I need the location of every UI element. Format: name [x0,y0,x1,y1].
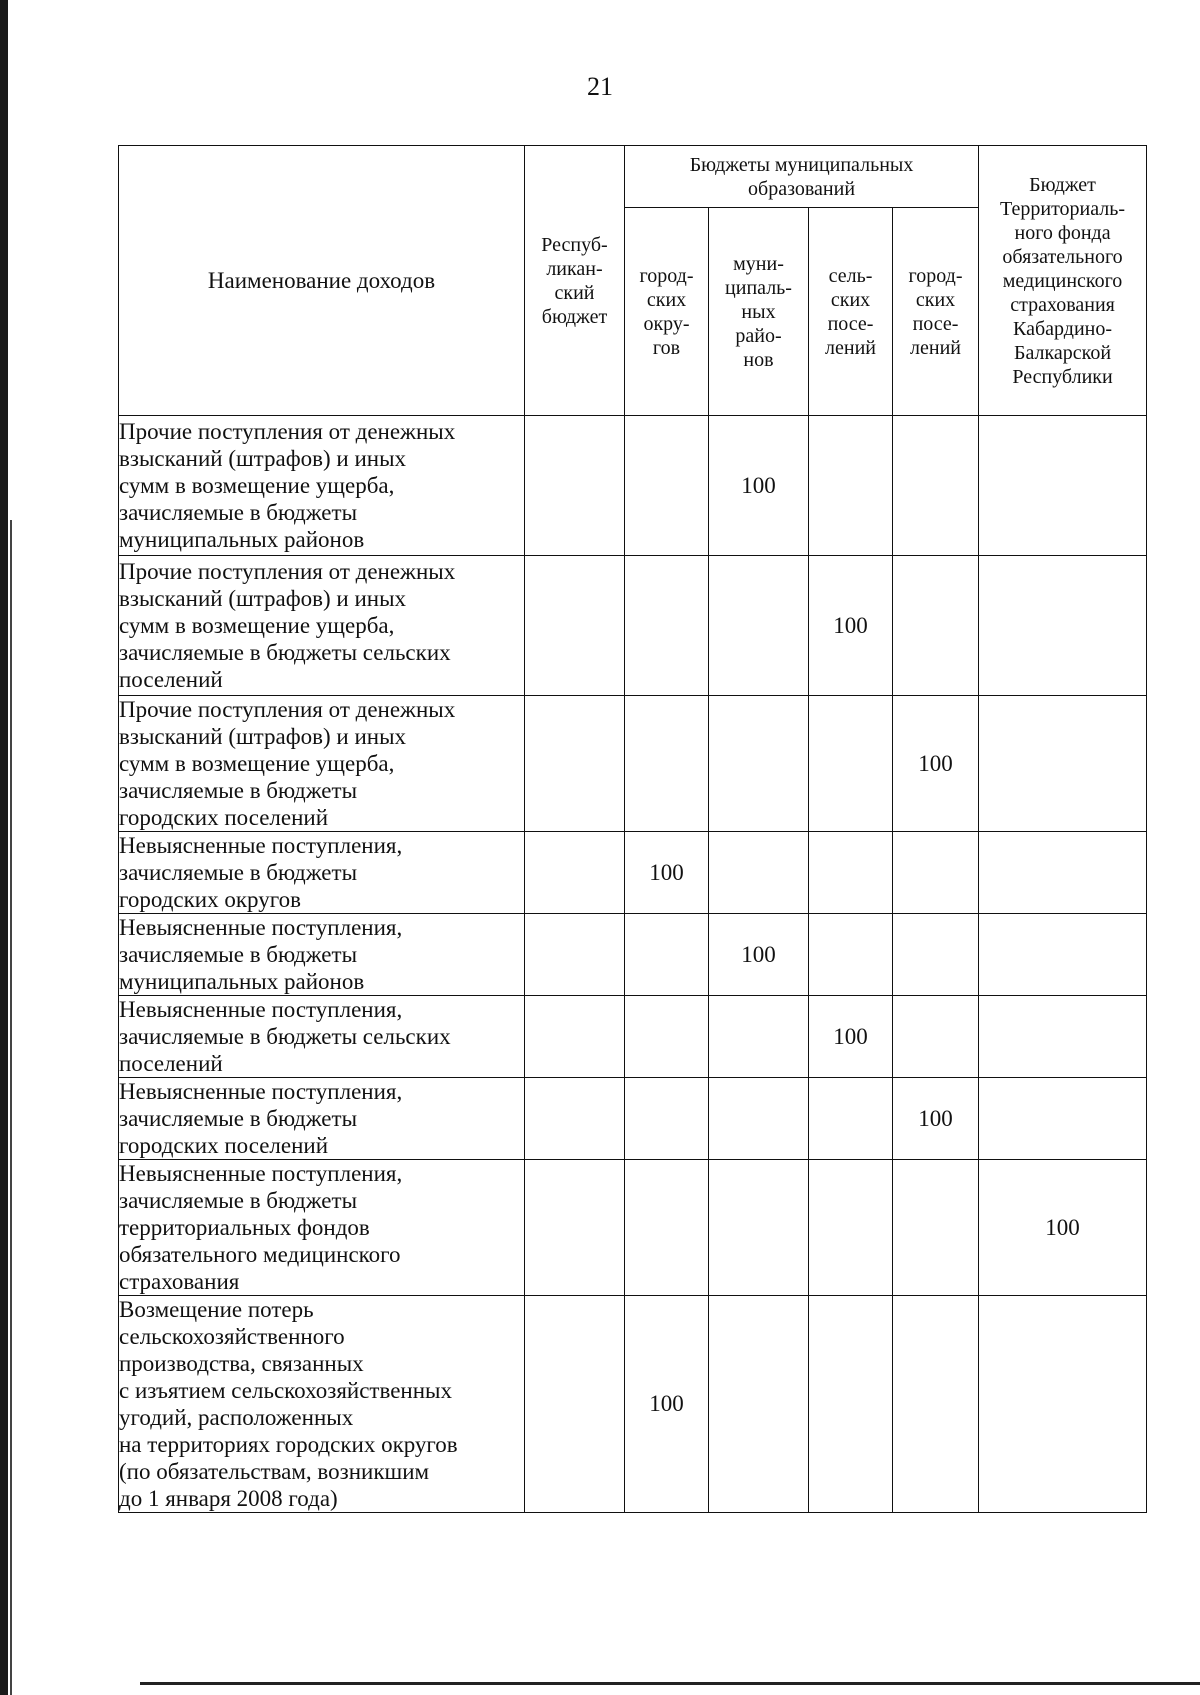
revenue-name-line: Прочие поступления от денежных [119,559,456,584]
value-cell-urban-settlements [893,556,979,696]
table-row [119,696,1147,832]
table-row [119,832,1147,914]
value-cell-republic-budget [525,556,625,696]
value-cell-municipal-areas: 100 [709,914,809,996]
value-cell-territorial-fund [979,1296,1147,1513]
value-cell-municipal-areas [709,696,809,832]
header-line: страхования [1010,293,1115,316]
value-cell-municipal-areas [709,832,809,914]
revenue-name-line: сумм в возмещение ущерба, [119,613,395,638]
revenue-name-cell [119,416,525,556]
value-cell-municipal-areas [709,1296,809,1513]
header-line: райо- [735,324,782,347]
value-cell-republic-budget [525,1160,625,1296]
value-cell-municipal-areas [709,1160,809,1296]
value-cell-rural-settlements [809,914,893,996]
header-line: медицинского [1002,269,1123,292]
revenue-name-line: муниципальных районов [119,527,365,552]
header-municipal-budgets [625,146,979,208]
revenue-name-line: сумм в возмещение ущерба, [119,473,395,498]
revenue-name-line: (по обязательствам, возникшим [119,1459,430,1484]
header-line: нов [743,348,774,371]
revenue-name-cell [119,996,525,1078]
revenue-name-line: зачисляемые в бюджеты [119,1188,358,1213]
revenue-name-cell [119,1078,525,1160]
header-line: сель- [828,264,873,287]
value-cell-republic-budget [525,1078,625,1160]
header-municipal-areas [709,208,809,416]
revenue-name-line: городских поселений [119,805,329,830]
header-line: бюджет [541,305,608,328]
header-line: обязательного [1002,245,1123,268]
header-line: ских [915,288,956,311]
header-line: город- [639,264,694,287]
value-cell-urban-settlements [893,1160,979,1296]
value-cell-rural-settlements [809,1296,893,1513]
header-line: ного фонда [1014,221,1111,244]
value-cell-territorial-fund [979,996,1147,1078]
table-row [119,914,1147,996]
header-territorial-fund-budget [979,146,1147,416]
value-cell-city-districts [625,556,709,696]
header-line: Кабардино- [1013,317,1113,340]
revenue-name-line: сельскохозяйственного [119,1324,345,1349]
scan-edge-inner [10,520,12,1695]
header-line: окру- [643,312,690,335]
value-cell-urban-settlements [893,416,979,556]
value-cell-urban-settlements [893,1296,979,1513]
value-cell-territorial-fund [979,914,1147,996]
revenue-name-line: территориальных фондов [119,1215,370,1240]
table-row [119,1296,1147,1513]
header-line: Бюджеты муниципальных [689,153,914,176]
revenue-name-line: зачисляемые в бюджеты сельских [119,640,451,665]
revenue-name-line: сумм в возмещение ущерба, [119,751,395,776]
revenue-name-cell [119,914,525,996]
header-line: гов [652,336,681,359]
value-cell-republic-budget [525,416,625,556]
value-cell-territorial-fund [979,696,1147,832]
value-cell-rural-settlements [809,696,893,832]
value-cell-rural-settlements: 100 [809,556,893,696]
header-line: посе- [827,312,874,335]
revenue-name-line: до 1 января 2008 года) [119,1486,338,1511]
value-cell-city-districts [625,914,709,996]
value-cell-municipal-areas [709,1078,809,1160]
revenue-name-line: городских округов [119,887,301,912]
value-cell-territorial-fund [979,416,1147,556]
revenue-name-line: Прочие поступления от денежных [119,419,456,444]
value-cell-rural-settlements [809,832,893,914]
value-cell-municipal-areas: 100 [709,416,809,556]
value-cell-city-districts: 100 [625,1296,709,1513]
header-republic-budget [525,146,625,416]
value-cell-city-districts [625,996,709,1078]
revenue-name-line: зачисляемые в бюджеты [119,942,358,967]
header-line: Балкарской [1014,341,1112,364]
revenue-name-line: Невыясненные поступления, [119,915,403,940]
table-row [119,416,1147,556]
revenue-name-line: взысканий (штрафов) и иных [119,724,407,749]
revenue-name-cell [119,696,525,832]
value-cell-territorial-fund [979,832,1147,914]
header-line: ский [554,281,595,304]
revenue-name-line: зачисляемые в бюджеты сельских [119,1024,451,1049]
revenue-name-line: взысканий (штрафов) и иных [119,586,407,611]
revenue-name-line: обязательного медицинского [119,1242,401,1267]
revenue-name-cell [119,1296,525,1513]
revenue-name-line: Невыясненные поступления, [119,1079,403,1104]
revenue-name-line: взысканий (штрафов) и иных [119,446,407,471]
header-line: город- [908,264,963,287]
revenue-name-line: Невыясненные поступления, [119,1161,403,1186]
value-cell-city-districts [625,1160,709,1296]
revenue-name-line: Невыясненные поступления, [119,833,403,858]
revenue-name-line: страхования [119,1269,240,1294]
scan-edge [0,0,8,1695]
revenue-name-cell [119,556,525,696]
revenue-name-line: зачисляемые в бюджеты [119,1106,358,1131]
revenue-name-line: поселений [119,1051,223,1076]
header-line: ципаль- [725,276,792,299]
value-cell-municipal-areas [709,556,809,696]
table-row [119,996,1147,1078]
header-line: Респуб- [541,233,608,256]
header-line: ских [830,288,871,311]
revenue-name-line: на территориях городских округов [119,1432,458,1457]
value-cell-city-districts: 100 [625,832,709,914]
revenue-name-line: зачисляемые в бюджеты [119,860,358,885]
value-cell-rural-settlements [809,1160,893,1296]
revenue-name-line: Невыясненные поступления, [119,997,403,1022]
value-cell-rural-settlements: 100 [809,996,893,1078]
value-cell-republic-budget [525,696,625,832]
table-body [119,416,1147,1513]
value-cell-territorial-fund: 100 [979,1160,1147,1296]
header-revenue-name: Наименование доходов [119,146,525,416]
value-cell-urban-settlements: 100 [893,696,979,832]
page-number: 21 [587,72,613,101]
revenue-name-line: поселений [119,667,223,692]
header-line: муни- [733,252,784,275]
value-cell-rural-settlements [809,416,893,556]
value-cell-territorial-fund [979,556,1147,696]
value-cell-republic-budget [525,914,625,996]
header-line: Республики [1012,365,1113,388]
revenue-name-line: муниципальных районов [119,969,365,994]
value-cell-rural-settlements [809,1078,893,1160]
revenue-name-line: зачисляемые в бюджеты [119,778,358,803]
value-cell-urban-settlements [893,832,979,914]
revenue-distribution-table [118,145,1147,1513]
header-rural-settlements [809,208,893,416]
value-cell-republic-budget [525,996,625,1078]
revenue-name-line: производства, связанных [119,1351,364,1376]
header-line: Бюджет [1029,173,1096,196]
value-cell-municipal-areas [709,996,809,1078]
scan-bottom-line [140,1682,1200,1685]
header-line: Территориаль- [1000,197,1126,220]
revenue-name-cell [119,832,525,914]
revenue-name-line: зачисляемые в бюджеты [119,500,358,525]
value-cell-city-districts [625,1078,709,1160]
value-cell-republic-budget [525,1296,625,1513]
header-line: ликан- [546,257,603,280]
value-cell-urban-settlements: 100 [893,1078,979,1160]
table-row [119,556,1147,696]
revenue-name-line: угодий, расположенных [119,1405,354,1430]
value-cell-urban-settlements [893,914,979,996]
header-line: лений [825,336,876,359]
value-cell-territorial-fund [979,1078,1147,1160]
value-cell-city-districts [625,696,709,832]
revenue-name-cell [119,1160,525,1296]
header-urban-settlements [893,208,979,416]
revenue-name-line: с изъятием сельскохозяйственных [119,1378,452,1403]
value-cell-republic-budget [525,832,625,914]
header-city-districts [625,208,709,416]
revenue-name-line: Возмещение потерь [119,1297,314,1322]
table-row [119,1078,1147,1160]
revenue-name-line: городских поселений [119,1133,329,1158]
header-line: лений [910,336,961,359]
header-line: образований [748,177,856,200]
table-row [119,1160,1147,1296]
revenue-name-line: Прочие поступления от денежных [119,697,456,722]
value-cell-city-districts [625,416,709,556]
value-cell-urban-settlements [893,996,979,1078]
header-line: ных [741,300,776,323]
header-line: ских [646,288,687,311]
header-line: посе- [912,312,959,335]
